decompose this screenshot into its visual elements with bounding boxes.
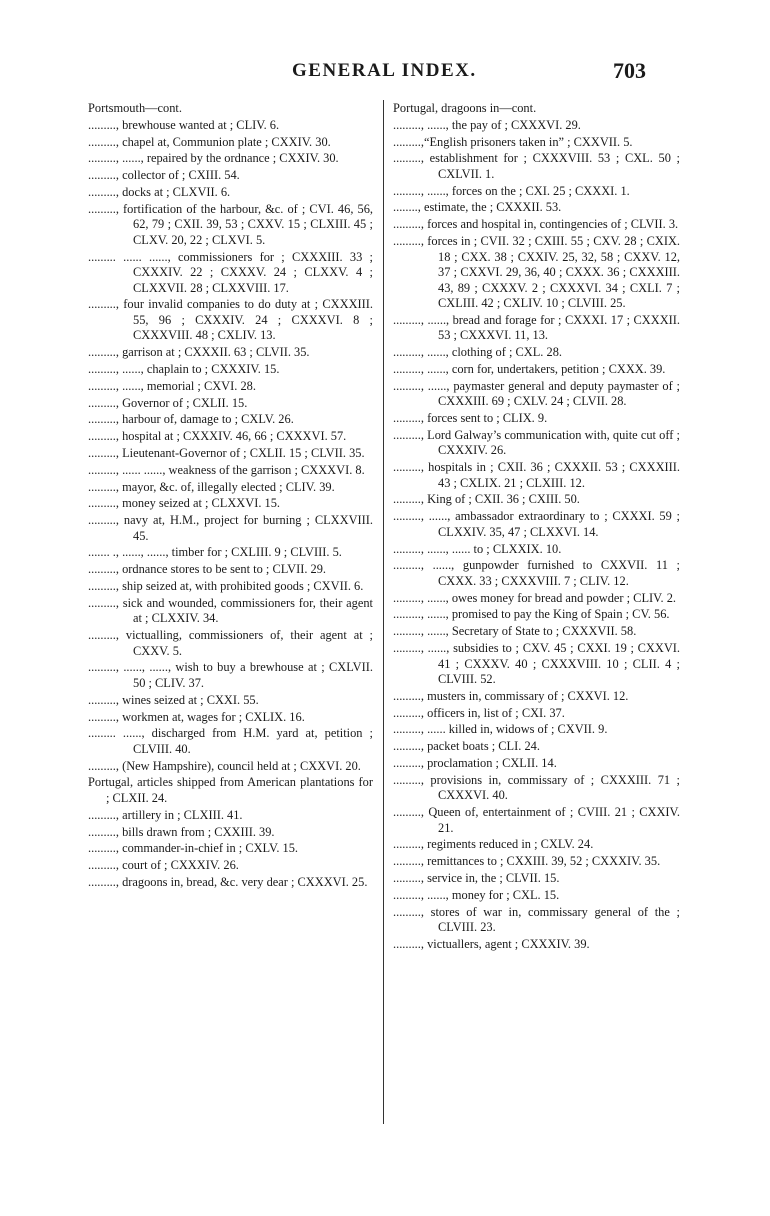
index-entry: ........., Lieutenant-Governor of ; CXLII. 15 ; CLVII. 35. — [88, 445, 365, 460]
index-entry: ........., victualling, commissioners of, their agent at ; CXXV. 5. — [88, 628, 373, 658]
index-entry: ........., ......, corn for, undertakers, petition ; CXXX. 39. — [393, 361, 666, 376]
index-entry: ........., ......, chaplain to ; CXXXIV. 15. — [88, 361, 280, 376]
index-entry: ........., ......, ......, wish to buy a brewhouse at ; CXLVII. 50 ; CLIV. 37. — [88, 660, 373, 690]
index-entry: ........., Queen of, entertainment of ; CVIII. 21 ; CXXIV. 21. — [393, 805, 680, 835]
index-entry: ........., stores of war in, commissary general of the ; CLVIII. 23. — [393, 904, 680, 935]
index-entry: ........., ......, promised to pay the King of Spain ; CV. 56. — [393, 607, 670, 622]
index-entry: ........., Lord Galway’s communication with, quite cut off ; CXXXIV. 26. — [393, 427, 680, 458]
page-header — [0, 60, 770, 90]
index-entry: ........., provisions in, commissary of ; CXXXIII. 71 ; CXXXVI. 40. — [393, 772, 680, 803]
index-entry: ........., docks at ; CLXVII. 6. — [88, 184, 231, 199]
index-entry: ........., ......, subsidies to ; CXV. 45 ; CXXI. 19 ; CXXVI. 41 ; CXXXV. 40 ; CXXXVIII. 10 ; CLII. 4 ; CLVIII. 52. — [393, 641, 680, 687]
index-entry: ........., sick and wounded, commissioners for, their agent at ; CLXXIV. 34. — [88, 595, 373, 626]
index-heading: Portugal, articles shipped from American plantations for ; CLXII. 24. — [88, 775, 373, 805]
running-title: GENERAL INDEX. — [292, 60, 477, 81]
index-entry: ........., regiments reduced in ; CXLV. 24. — [393, 837, 594, 852]
index-entry: ........., brewhouse wanted at ; CLIV. 6. — [88, 117, 280, 132]
index-entry: ........., Governor of ; CXLII. 15. — [88, 395, 248, 410]
column-divider — [383, 100, 384, 1124]
index-entry: ........., ...... ......, weakness of the garrison ; CXXXVI. 8. — [88, 462, 365, 477]
index-entry: ........., ......, money for ; CXL. 15. — [393, 887, 560, 902]
index-entry: ........., ......, ambassador extraordinary to ; CXXXI. 59 ; CLXXIV. 35, 47 ; CLXXVI. 14. — [393, 509, 680, 539]
index-entry: ........., officers in, list of ; CXI. 37. — [393, 705, 565, 720]
index-entry: ........., King of ; CXII. 36 ; CXIII. 50. — [393, 492, 580, 507]
right-index-column — [393, 101, 680, 954]
index-entry: ........., forces sent to ; CLIX. 9. — [393, 411, 548, 426]
index-entry: ........., ordnance stores to be sent to ; CLVII. 29. — [88, 562, 327, 577]
index-entry: ........., mayor, &c. of, illegally elected ; CLIV. 39. — [88, 479, 335, 494]
index-entry: ........., harbour of, damage to ; CXLV. 26. — [88, 412, 294, 427]
index-entry: ........., ......, owes money for bread and powder ; CLIV. 2. — [393, 590, 676, 605]
index-entry: ........., money seized at ; CLXXVI. 15. — [88, 496, 281, 511]
index-entry: ........., bills drawn from ; CXXIII. 39. — [88, 824, 275, 839]
index-entry: ........., forces in ; CVII. 32 ; CXIII. 55 ; CXV. 28 ; CXIX. 18 ; CXX. 38 ; CXXIV. 25, 32, 58 ; CXXV. 12, 37 ; CXXVI. 29, 36, 40 ; CXXX. 36 ; CXXXIII. 43, 89 ; CXXXV. 2 ; CXXXVI. 34 ; CXLI. 7 ; CXLIII. 42 ; CXLIV. 10 ; CLVIII. 25. — [393, 234, 680, 311]
index-entry: ........., four invalid companies to do duty at ; CXXXIII. 55, 96 ; CXXXIV. 24 ; CXXXVI. 8 ; CXXXVIII. 48 ; CXLIV. 13. — [88, 297, 373, 343]
index-entry: ........., commander-in-chief in ; CXLV. 15. — [88, 841, 299, 856]
index-heading: Portsmouth—cont. — [88, 101, 182, 115]
index-entry: ........., fortification of the harbour, &c. of ; CVI. 46, 56, 62, 79 ; CXII. 39, 53 ; CXXV. 15 ; CLXIII. 45 ; CLXV. 20, 22 ; CLXVI. 5. — [88, 201, 373, 247]
index-entry: ........., garrison at ; CXXXII. 63 ; CLVII. 35. — [88, 345, 310, 360]
index-entry: ........., packet boats ; CLI. 24. — [393, 739, 540, 754]
index-entry: ........., ship seized at, with prohibited goods ; CXVII. 6. — [88, 579, 364, 594]
index-entry: ......... ...... ......, commissioners for ; CXXXIII. 33 ; CXXXIV. 22 ; CXXXV. 24 ; CLXXV. 4 ; CLXXVII. 28 ; CLXXVIII. 17. — [88, 249, 373, 295]
index-entry: ........, estimate, the ; CXXXII. 53. — [393, 200, 562, 215]
index-entry: ........., chapel at, Communion plate ; CXXIV. 30. — [88, 134, 331, 149]
index-entry: ........., ......, gunpowder furnished to CXXVII. 11 ; CXXX. 33 ; CXXXVIII. 7 ; CLIV. 12. — [393, 558, 680, 588]
index-heading: Portugal, dragoons in—cont. — [393, 101, 537, 115]
index-entry: ........., wines seized at ; CXXI. 55. — [88, 692, 259, 707]
index-entry: ........., forces and hospital in, contingencies of ; CLVII. 3. — [393, 217, 679, 232]
index-entry: ........., ......, repaired by the ordnance ; CXXIV. 30. — [88, 151, 339, 166]
index-entry: ........., victuallers, agent ; CXXXIV. 39. — [393, 936, 590, 951]
index-entry: ........., ......, Secretary of State to ; CXXXVII. 58. — [393, 624, 637, 639]
index-entry: ........., navy at, H.M., project for burning ; CLXXVIII. 45. — [88, 513, 373, 543]
index-entry: ........., (New Hampshire), council held at ; CXXVI. 20. — [88, 758, 361, 773]
index-entry: ........., remittances to ; CXXIII. 39, 52 ; CXXXIV. 35. — [393, 854, 661, 869]
index-entry: ........., ......, bread and forage for ; CXXXI. 17 ; CXXXII. 53 ; CXXXVI. 11, 13. — [393, 312, 680, 343]
index-entry: ....... ., ......, ......, timber for ; CXLIII. 9 ; CLVIII. 5. — [88, 545, 342, 560]
index-entry: ........., ......, memorial ; CXVI. 28. — [88, 378, 256, 393]
index-entry: ........., ......, paymaster general and deputy paymaster of ; CXXXIII. 69 ; CXLV. 24 ; CLVII. 28. — [393, 378, 680, 409]
index-entry: ........., hospitals in ; CXII. 36 ; CXXXII. 53 ; CXXXIII. 43 ; CXLIX. 21 ; CLXIII. 12. — [393, 460, 680, 490]
index-entry: ........., court of ; CXXXIV. 26. — [88, 858, 239, 873]
index-entry: ........., ...... killed in, widows of ; CXVII. 9. — [393, 722, 608, 737]
index-entry: ........., ......, the pay of ; CXXXVI. 29. — [393, 117, 581, 132]
index-entry: ........., workmen at, wages for ; CXLIX. 16. — [88, 709, 305, 724]
index-entry: ........., ......, ...... to ; CLXXIX. 10. — [393, 541, 562, 556]
index-entry: .........,“English prisoners taken in” ; CXXVII. 5. — [393, 134, 633, 149]
index-entry: ........., ......, forces on the ; CXI. 25 ; CXXXI. 1. — [393, 183, 630, 198]
index-entry: ........., musters in, commissary of ; CXXVI. 12. — [393, 688, 629, 703]
index-entry: ........., service in, the ; CLVII. 15. — [393, 871, 560, 885]
index-entry: ........., hospital at ; CXXXIV. 46, 66 ; CXXXVI. 57. — [88, 429, 347, 444]
index-entry: ........., artillery in ; CLXIII. 41. — [88, 807, 243, 822]
left-index-column — [88, 101, 373, 892]
index-entry: ........., ......, clothing of ; CXL. 28. — [393, 345, 562, 360]
page-number: 703 — [613, 58, 646, 83]
index-entry: ........., proclamation ; CXLII. 14. — [393, 756, 557, 771]
index-entry: ........., establishment for ; CXXXVIII. 53 ; CXL. 50 ; CXLVII. 1. — [393, 151, 680, 181]
index-entry: ......... ......, discharged from H.M. yard at, petition ; CLVIII. 40. — [88, 726, 373, 756]
index-entry: ........., dragoons in, bread, &c. very dear ; CXXXVI. 25. — [88, 874, 368, 889]
index-entry: ........., collector of ; CXIII. 54. — [88, 168, 240, 183]
